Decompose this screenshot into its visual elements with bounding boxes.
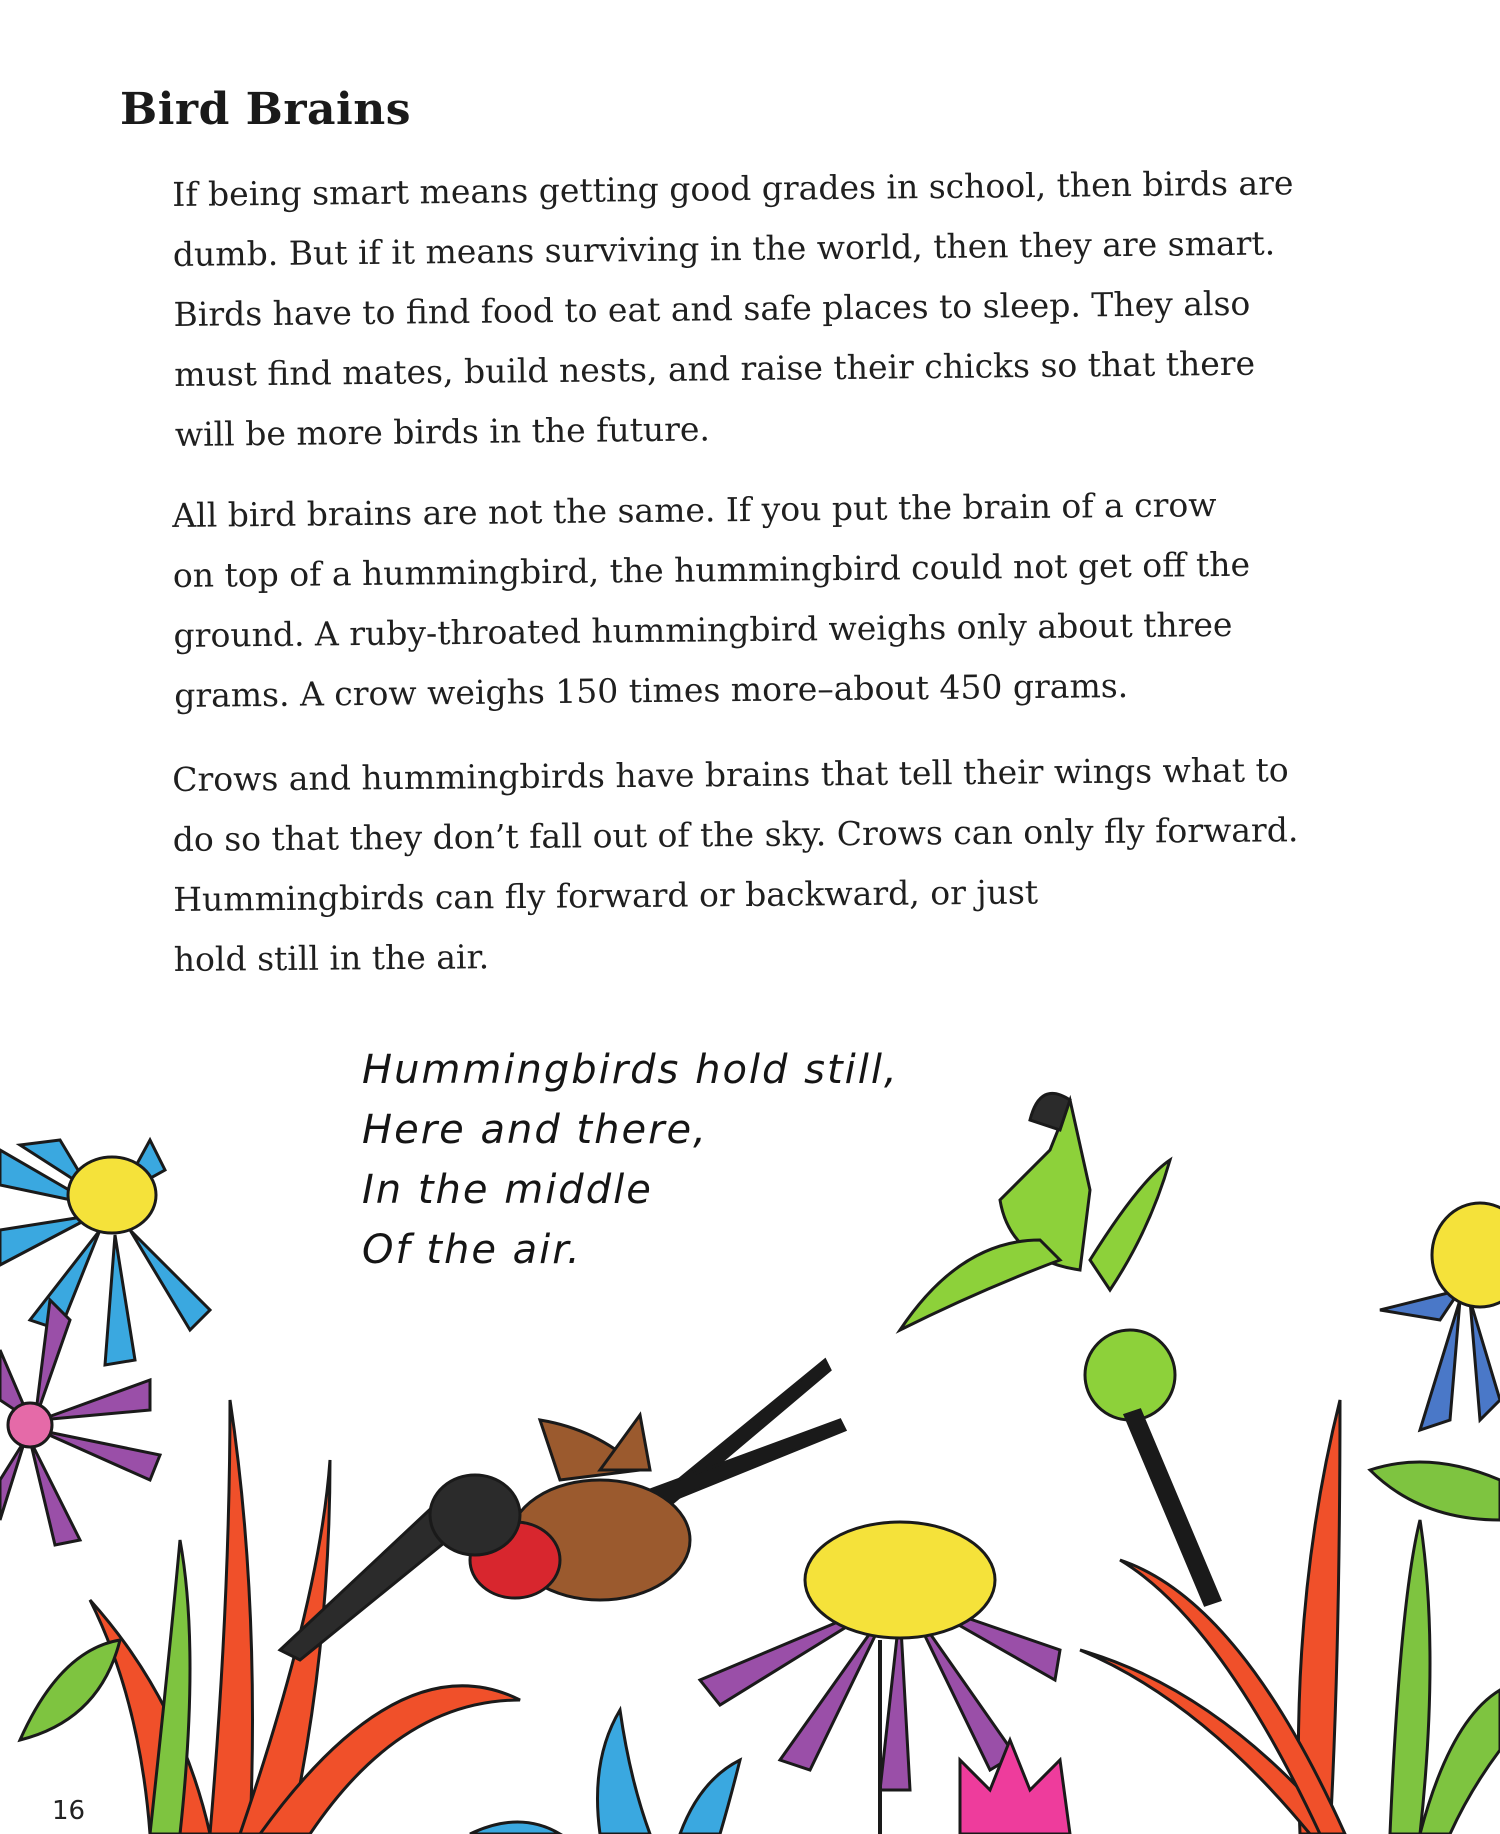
pink-flower-icon: [960, 1740, 1070, 1834]
paragraph-line: will be more birds in the future.: [174, 409, 711, 454]
poem-line: Of the air.: [362, 1227, 582, 1273]
green-leaves-right-icon: [1370, 1462, 1500, 1834]
paragraph-line: ground. A ruby-throated hummingbird weighs only about three: [173, 604, 1233, 655]
paragraph-line: do so that they don’t fall out of the sky. Crows can only fly forward.: [172, 810, 1299, 859]
paragraph-3: [172, 739, 1394, 990]
blue-daisy-icon: [0, 1140, 210, 1365]
paragraph-line: If being smart means getting good grades in school, then birds are: [172, 163, 1294, 214]
paragraph-1: [172, 152, 1395, 465]
poem-line: Here and there,: [362, 1107, 708, 1153]
poem: [362, 1040, 899, 1280]
purple-flower-icon: [0, 1300, 160, 1545]
paragraph-line: Birds have to find food to eat and safe places to sleep. They also: [173, 283, 1251, 334]
poem-line: Hummingbirds hold still,: [362, 1047, 899, 1093]
page-title: Bird Brains: [120, 84, 412, 135]
paragraph-line: on top of a hummingbird, the hummingbird could not get off the: [172, 544, 1251, 595]
paragraph-line: hold still in the air.: [173, 937, 490, 979]
blue-daisy-right-icon: [1380, 1203, 1500, 1430]
paragraph-line: Hummingbirds can fly forward or backward, or just: [173, 872, 1039, 919]
paragraph-2: [172, 473, 1394, 726]
paragraph-line: dumb. But if it means surviving in the world, then they are smart.: [172, 223, 1276, 274]
paragraph-line: Crows and hummingbirds have brains that tell their wings what to: [172, 750, 1289, 799]
poem-line: In the middle: [362, 1167, 653, 1213]
blue-flower-icon: [470, 1710, 740, 1834]
paragraph-line: must find mates, build nests, and raise their chicks so that there: [173, 343, 1256, 394]
paragraph-line: All bird brains are not the same. If you put the brain of a crow: [172, 485, 1217, 535]
ruby-throated-hummingbird-icon: [280, 1360, 845, 1660]
red-leaves-right-icon: [1080, 1400, 1345, 1834]
page-number: 16: [52, 1796, 86, 1826]
paragraph-line: grams. A crow weighs 150 times more–about 450 grams.: [173, 665, 1129, 715]
green-leaf-icon: [20, 1540, 190, 1834]
